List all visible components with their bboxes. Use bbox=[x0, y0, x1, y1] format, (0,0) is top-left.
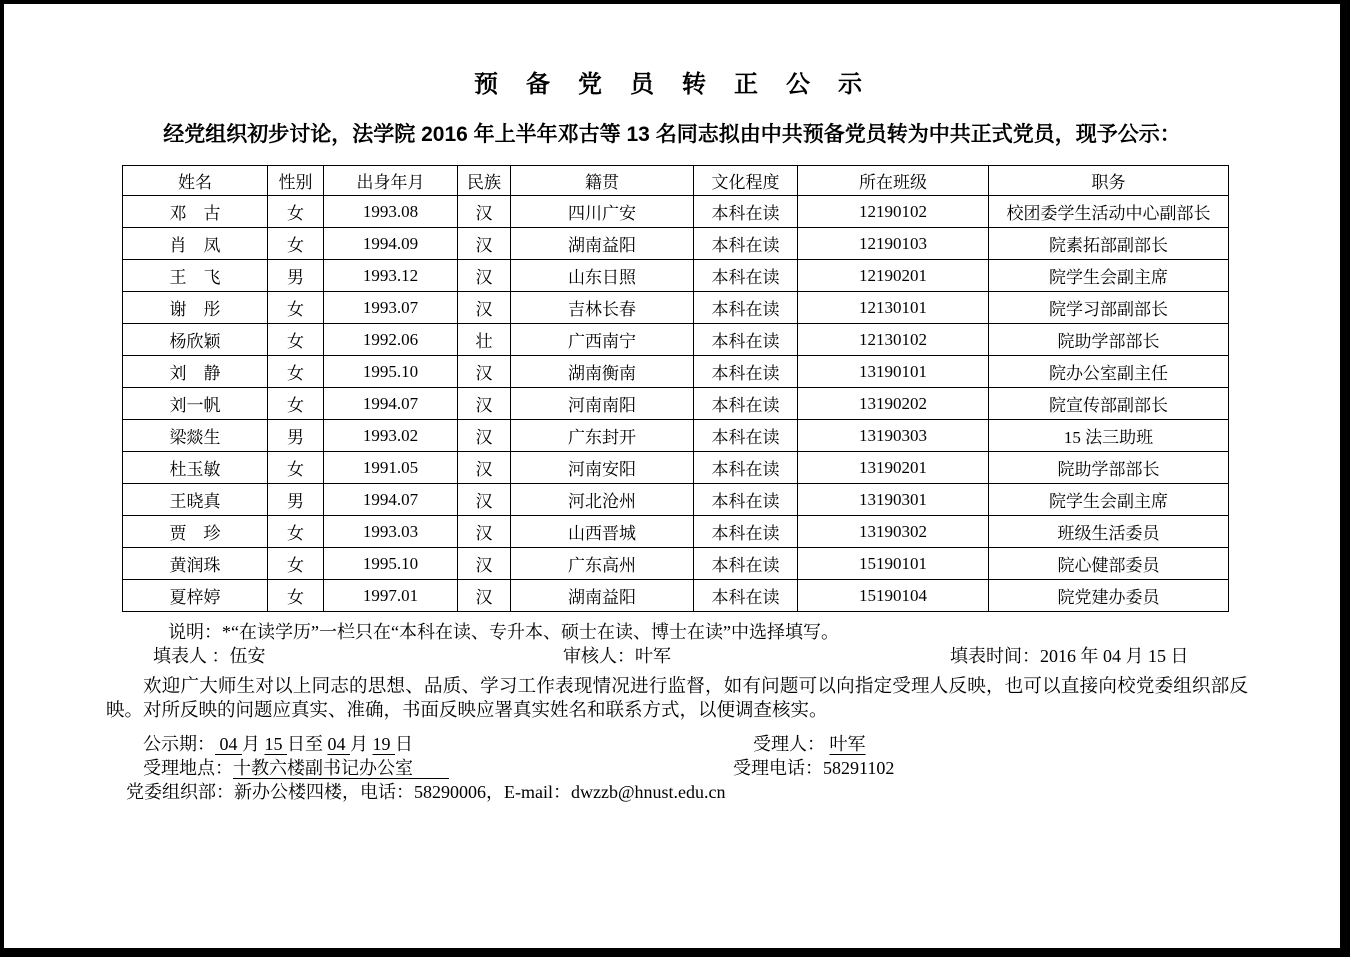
table-row bbox=[123, 292, 1229, 324]
publicity-month2: 04 bbox=[327, 734, 350, 754]
table-cell: 院学生会副主席 bbox=[989, 260, 1229, 292]
table-cell: 院助学部部长 bbox=[989, 324, 1229, 356]
publicity-month1: 04 bbox=[215, 734, 242, 754]
table-cell: 本科在读 bbox=[694, 420, 798, 452]
acceptance-phone bbox=[733, 754, 894, 780]
table-cell: 女 bbox=[268, 356, 324, 388]
table-cell: 广东封开 bbox=[511, 420, 694, 452]
table-cell: 壮 bbox=[458, 324, 511, 356]
table-cell: 本科在读 bbox=[694, 228, 798, 260]
table-cell: 山东日照 bbox=[511, 260, 694, 292]
publicity-text4: 日 bbox=[395, 734, 413, 754]
table-cell: 男 bbox=[268, 484, 324, 516]
table-cell: 院学习部副部长 bbox=[989, 292, 1229, 324]
table-row bbox=[123, 580, 1229, 612]
table-cell: 本科在读 bbox=[694, 580, 798, 612]
table-cell: 汉 bbox=[458, 292, 511, 324]
column-header: 职务 bbox=[989, 166, 1229, 196]
table-cell: 夏梓婷 bbox=[123, 580, 268, 612]
publicity-day2: 19 bbox=[372, 734, 395, 754]
phone-label: 受理电话： bbox=[733, 758, 823, 778]
table-cell: 女 bbox=[268, 228, 324, 260]
table-row bbox=[123, 228, 1229, 260]
document-title: 预 备 党 员 转 正 公 示 bbox=[474, 72, 870, 98]
publicity-text2: 日至 bbox=[287, 734, 328, 754]
table-cell: 广东高州 bbox=[511, 548, 694, 580]
table-cell: 本科在读 bbox=[694, 324, 798, 356]
column-header: 民族 bbox=[458, 166, 511, 196]
column-header: 所在班级 bbox=[798, 166, 989, 196]
table-cell: 刘 静 bbox=[123, 356, 268, 388]
table-cell: 邓 古 bbox=[123, 196, 268, 228]
table-cell: 院宣传部副部长 bbox=[989, 388, 1229, 420]
document-page bbox=[4, 4, 1340, 948]
table-cell: 女 bbox=[268, 292, 324, 324]
table-cell: 1995.10 bbox=[324, 548, 458, 580]
table-cell: 12130102 bbox=[798, 324, 989, 356]
publicity-period bbox=[143, 730, 413, 756]
org-contact-line: 党委组织部：新办公楼四楼，电话：58290006，E-mail：dwzzb@hnust.edu.cn bbox=[126, 782, 726, 802]
table-cell: 本科在读 bbox=[694, 548, 798, 580]
table-cell: 本科在读 bbox=[694, 196, 798, 228]
table-cell: 女 bbox=[268, 516, 324, 548]
publicity-day1: 15 bbox=[264, 734, 287, 754]
table-cell: 汉 bbox=[458, 580, 511, 612]
table-cell: 男 bbox=[268, 420, 324, 452]
filler-label: 填表人 ：伍安 bbox=[153, 646, 266, 666]
phone-value: 58291102 bbox=[823, 758, 895, 778]
table-cell: 本科在读 bbox=[694, 516, 798, 548]
table-cell: 汉 bbox=[458, 388, 511, 420]
table-cell: 贾 珍 bbox=[123, 516, 268, 548]
table-cell: 1993.07 bbox=[324, 292, 458, 324]
acceptor-name: 叶军 bbox=[829, 734, 866, 754]
table-cell: 湖南益阳 bbox=[511, 580, 694, 612]
table-cell: 1995.10 bbox=[324, 356, 458, 388]
table-cell: 1993.08 bbox=[324, 196, 458, 228]
roster-table bbox=[122, 165, 1229, 612]
table-cell: 吉林长春 bbox=[511, 292, 694, 324]
column-header: 籍贯 bbox=[511, 166, 694, 196]
column-header: 文化程度 bbox=[694, 166, 798, 196]
table-cell: 本科在读 bbox=[694, 484, 798, 516]
table-cell: 汉 bbox=[458, 548, 511, 580]
table-cell: 本科在读 bbox=[694, 356, 798, 388]
table-cell: 刘一帆 bbox=[123, 388, 268, 420]
document-subtitle: 经党组织初步讨论，法学院 2016 年上半年邓古等 13 名同志拟由中共预备党员转为中共正式党员，现予公示： bbox=[163, 123, 1181, 146]
column-header: 姓名 bbox=[123, 166, 268, 196]
acceptor bbox=[753, 730, 866, 756]
acceptor-label: 受理人： bbox=[753, 734, 830, 754]
table-cell: 女 bbox=[268, 548, 324, 580]
table-cell: 13190302 bbox=[798, 516, 989, 548]
table-cell: 院党建办委员 bbox=[989, 580, 1229, 612]
table-row bbox=[123, 452, 1229, 484]
table-cell: 汉 bbox=[458, 516, 511, 548]
table-cell: 湖南衡南 bbox=[511, 356, 694, 388]
table-cell: 梁燚生 bbox=[123, 420, 268, 452]
table-cell: 汉 bbox=[458, 356, 511, 388]
table-cell: 女 bbox=[268, 388, 324, 420]
table-cell: 13190201 bbox=[798, 452, 989, 484]
table-row bbox=[123, 388, 1229, 420]
table-cell: 杨欣颖 bbox=[123, 324, 268, 356]
table-cell: 本科在读 bbox=[694, 388, 798, 420]
table-cell: 1993.12 bbox=[324, 260, 458, 292]
table-cell: 院助学部部长 bbox=[989, 452, 1229, 484]
table-cell: 13190303 bbox=[798, 420, 989, 452]
publicity-period-label: 公示期： bbox=[143, 734, 215, 754]
table-row bbox=[123, 484, 1229, 516]
location-label: 受理地点： bbox=[143, 758, 233, 778]
table-cell: 院学生会副主席 bbox=[989, 484, 1229, 516]
table-cell: 1993.02 bbox=[324, 420, 458, 452]
table-cell: 湖南益阳 bbox=[511, 228, 694, 260]
table-cell: 肖 凤 bbox=[123, 228, 268, 260]
table-cell: 女 bbox=[268, 196, 324, 228]
table-cell: 汉 bbox=[458, 260, 511, 292]
table-cell: 院素拓部副部长 bbox=[989, 228, 1229, 260]
table-cell: 汉 bbox=[458, 452, 511, 484]
table-cell: 15 法三助班 bbox=[989, 420, 1229, 452]
table-cell: 汉 bbox=[458, 484, 511, 516]
location-value: 十教六楼副书记办公室 bbox=[233, 758, 449, 778]
acceptance-location bbox=[143, 754, 449, 780]
table-cell: 汉 bbox=[458, 228, 511, 260]
table-cell: 河南安阳 bbox=[511, 452, 694, 484]
table-cell: 院办公室副主任 bbox=[989, 356, 1229, 388]
table-cell: 本科在读 bbox=[694, 452, 798, 484]
table-row bbox=[123, 420, 1229, 452]
table-cell: 12130101 bbox=[798, 292, 989, 324]
table-cell: 12190103 bbox=[798, 228, 989, 260]
roster-table-body bbox=[123, 196, 1229, 612]
table-cell: 院心健部委员 bbox=[989, 548, 1229, 580]
column-header: 性别 bbox=[268, 166, 324, 196]
table-cell: 班级生活委员 bbox=[989, 516, 1229, 548]
header-row bbox=[123, 166, 1229, 196]
explanation-note: 说明：*“在读学历”一栏只在“本科在读、专升本、硕士在读、博士在读”中选择填写。 bbox=[168, 622, 839, 642]
table-row bbox=[123, 260, 1229, 292]
table-cell: 本科在读 bbox=[694, 292, 798, 324]
fill-date-label: 填表时间：2016 年 04 月 15 日 bbox=[950, 646, 1189, 666]
table-cell: 校团委学生活动中心副部长 bbox=[989, 196, 1229, 228]
table-cell: 15190101 bbox=[798, 548, 989, 580]
table-cell: 谢 彤 bbox=[123, 292, 268, 324]
table-row bbox=[123, 196, 1229, 228]
table-cell: 13190301 bbox=[798, 484, 989, 516]
table-cell: 12190201 bbox=[798, 260, 989, 292]
table-cell: 王 飞 bbox=[123, 260, 268, 292]
publicity-text3: 月 bbox=[350, 734, 373, 754]
table-cell: 山西晋城 bbox=[511, 516, 694, 548]
table-cell: 王晓真 bbox=[123, 484, 268, 516]
roster-table-head bbox=[123, 166, 1229, 196]
table-cell: 河北沧州 bbox=[511, 484, 694, 516]
publicity-text1: 月 bbox=[242, 734, 265, 754]
table-cell: 女 bbox=[268, 580, 324, 612]
table-cell: 1997.01 bbox=[324, 580, 458, 612]
table-cell: 12190102 bbox=[798, 196, 989, 228]
table-cell: 1991.05 bbox=[324, 452, 458, 484]
table-row bbox=[123, 516, 1229, 548]
table-cell: 汉 bbox=[458, 196, 511, 228]
table-row bbox=[123, 356, 1229, 388]
table-cell: 1992.06 bbox=[324, 324, 458, 356]
table-cell: 1994.09 bbox=[324, 228, 458, 260]
table-cell: 13190202 bbox=[798, 388, 989, 420]
table-cell: 本科在读 bbox=[694, 260, 798, 292]
table-cell: 15190104 bbox=[798, 580, 989, 612]
table-cell: 女 bbox=[268, 324, 324, 356]
table-cell: 黄润珠 bbox=[123, 548, 268, 580]
table-cell: 男 bbox=[268, 260, 324, 292]
table-cell: 1994.07 bbox=[324, 388, 458, 420]
table-cell: 1994.07 bbox=[324, 484, 458, 516]
table-cell: 汉 bbox=[458, 420, 511, 452]
column-header: 出身年月 bbox=[324, 166, 458, 196]
table-cell: 杜玉敏 bbox=[123, 452, 268, 484]
supervision-paragraph: 欢迎广大师生对以上同志的思想、品质、学习工作表现情况进行监督，如有问题可以向指定受理人反映，也可以直接向校党委组织部反映。对所反映的问题应真实、准确，书面反映应署真实姓名和联系方式，以便调查核实。 bbox=[106, 677, 1248, 721]
table-row bbox=[123, 324, 1229, 356]
reviewer-label: 审核人：叶军 bbox=[563, 646, 671, 666]
table-cell: 广西南宁 bbox=[511, 324, 694, 356]
table-cell: 1993.03 bbox=[324, 516, 458, 548]
table-cell: 四川广安 bbox=[511, 196, 694, 228]
table-cell: 河南南阳 bbox=[511, 388, 694, 420]
table-cell: 女 bbox=[268, 452, 324, 484]
table-cell: 13190101 bbox=[798, 356, 989, 388]
table-row bbox=[123, 548, 1229, 580]
